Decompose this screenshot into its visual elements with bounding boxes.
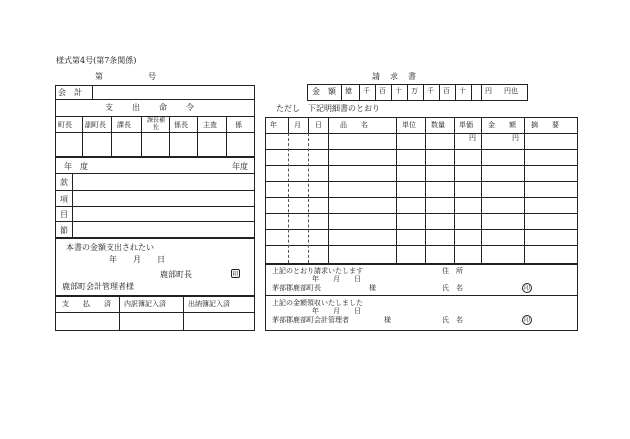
receipt-date: 年 月 日 — [312, 307, 361, 315]
suitou-sumi: 出納簿記入済 — [188, 300, 230, 308]
digit-juu1: 十 — [395, 87, 402, 95]
request-seal: 印 — [523, 285, 530, 292]
invoice-title: 請 求 書 — [372, 72, 417, 81]
payment-order-title: 支 出 命 令 — [105, 103, 195, 112]
receipt-seal: 印 — [523, 317, 530, 324]
receipt-sama: 様 — [384, 316, 391, 324]
digit-sen1: 千 — [363, 87, 370, 95]
digit-hyaku2: 百 — [443, 87, 450, 95]
col-item: 品 名 — [340, 121, 368, 129]
order-date: 年 月 日 — [109, 255, 165, 264]
digit-juu2: 十 — [459, 87, 466, 95]
receipt-name-label: 氏 名 — [442, 316, 463, 324]
kan-label: 款 — [60, 178, 68, 187]
moku-label: 目 — [60, 210, 68, 219]
kou-label: 項 — [60, 195, 68, 204]
amount-label: 金 額 — [312, 87, 336, 96]
price-yen-unit: 円 — [469, 134, 476, 142]
form-id: 様式第4号(第7条関係) — [56, 56, 137, 65]
number-go: 号 — [148, 72, 156, 81]
col-month: 月 — [294, 121, 301, 129]
nendo-suffix: 年度 — [232, 162, 248, 171]
receipt-to: 茅部郡鹿部町会計管理者 — [272, 316, 349, 324]
digit-sen2: 千 — [427, 87, 434, 95]
request-text: 上記のとおり請求いたします — [272, 267, 363, 275]
setsu-label: 節 — [60, 226, 68, 235]
col-day: 日 — [315, 121, 322, 129]
order-text: 本書の金額支出されたい — [66, 243, 154, 252]
request-name-label: 氏 名 — [442, 284, 463, 292]
digit-en: 円 — [485, 87, 492, 95]
seal-mark: 印 — [232, 271, 239, 278]
order-signer: 鹿部町長 — [160, 270, 192, 279]
detail-note: ただし 下記明細書のとおり — [276, 104, 380, 113]
col-qty: 数量 — [431, 121, 445, 129]
digit-man: 万 — [411, 87, 418, 95]
nendo-label: 年 度 — [64, 162, 88, 171]
amount-yen-unit: 円 — [512, 134, 519, 142]
col-price: 単価 — [459, 121, 473, 129]
digit-oku: 億 — [345, 87, 352, 95]
number-dai: 第 — [95, 72, 103, 81]
col-year: 年 — [270, 121, 277, 129]
claim-to: 茅部郡鹿部町長 — [272, 284, 321, 292]
approval-kachohosa: 課長補佐 — [146, 117, 165, 131]
approval-kacho: 課長 — [117, 121, 131, 129]
approval-fukucho: 副町長 — [85, 121, 106, 129]
col-unit: 単位 — [402, 121, 416, 129]
amount-suffix: 円也 — [504, 87, 518, 95]
col-remarks: 摘 要 — [531, 121, 559, 129]
approval-kakari: 係 — [235, 121, 242, 129]
approval-shusa: 主査 — [203, 121, 217, 129]
request-address-label: 住 所 — [442, 267, 463, 275]
col-amount: 金 額 — [488, 121, 516, 129]
kaikei-label: 会 計 — [58, 88, 82, 97]
claim-sama: 様 — [369, 284, 376, 292]
receipt-text: 上記の金額領収いたしました — [272, 299, 363, 307]
uchiwake-sumi: 内訳簿記入済 — [124, 300, 166, 308]
order-addressee: 鹿部町会計管理者様 — [62, 282, 134, 291]
digit-hyaku1: 百 — [379, 87, 386, 95]
shiharai-sumi: 支 払 済 — [62, 300, 111, 308]
approval-cho: 町長 — [58, 121, 72, 129]
approval-kakaricho: 係長 — [174, 121, 188, 129]
request-date: 年 月 日 — [312, 275, 361, 283]
